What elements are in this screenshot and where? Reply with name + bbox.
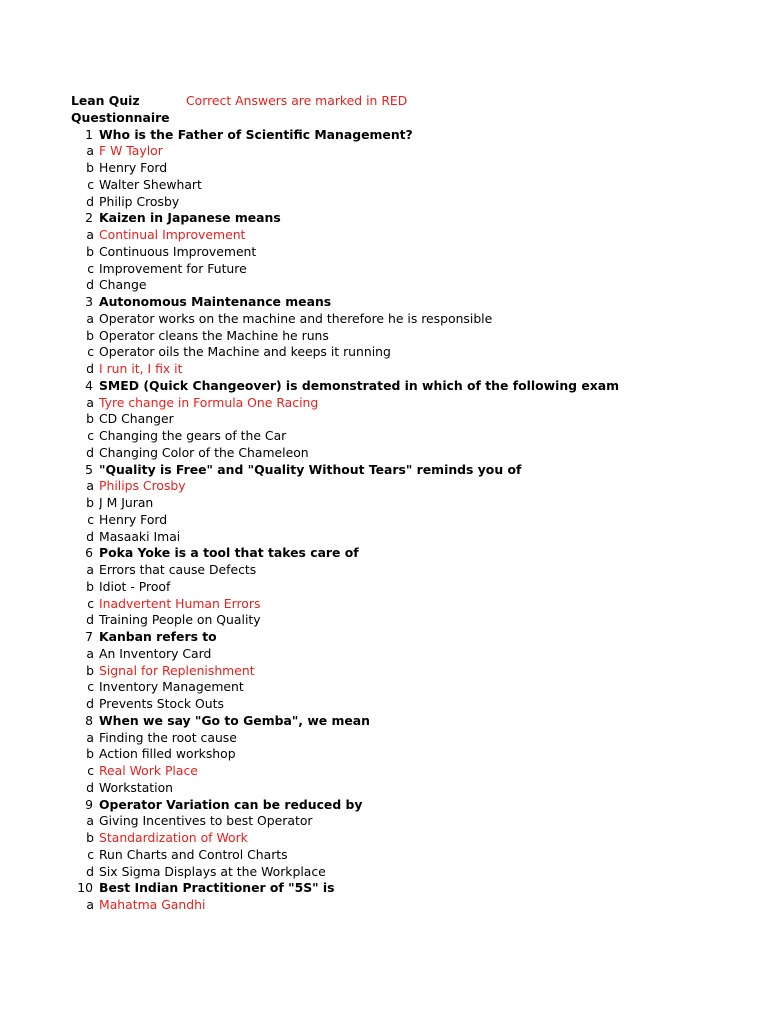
option-letter: d bbox=[86, 277, 94, 293]
option-text: Six Sigma Displays at the Workplace bbox=[99, 863, 326, 879]
question-row bbox=[0, 294, 768, 311]
option-letter: a bbox=[86, 645, 94, 661]
question-row bbox=[0, 462, 768, 479]
option-row bbox=[0, 328, 768, 345]
option-text: Operator oils the Machine and keeps it running bbox=[99, 344, 391, 360]
question-row bbox=[0, 127, 768, 144]
option-letter: b bbox=[86, 160, 94, 175]
option-text: Operator cleans the Machine he runs bbox=[99, 327, 329, 343]
question-text: Best Indian Practitioner of "5S" is bbox=[99, 880, 335, 896]
option-row bbox=[0, 746, 768, 763]
option-row bbox=[0, 612, 768, 629]
question-number: 10 bbox=[77, 880, 93, 896]
option-row bbox=[0, 227, 768, 244]
option-letter: d bbox=[86, 528, 94, 544]
correct-answer-text: Mahatma Gandhi bbox=[99, 897, 206, 912]
question-row bbox=[0, 545, 768, 562]
option-letter: d bbox=[86, 696, 94, 711]
quiz-title: Lean Quiz bbox=[71, 93, 140, 108]
option-row bbox=[0, 361, 768, 378]
option-row bbox=[0, 244, 768, 261]
option-letter: d bbox=[86, 444, 94, 460]
option-letter: b bbox=[86, 327, 94, 343]
quiz-sheet bbox=[0, 93, 768, 914]
option-letter: c bbox=[87, 679, 94, 695]
option-row bbox=[0, 897, 768, 914]
option-text: Improvement for Future bbox=[99, 260, 247, 276]
question-row bbox=[0, 797, 768, 814]
option-letter: a bbox=[86, 227, 94, 242]
option-letter: b bbox=[86, 830, 94, 845]
option-text: Change bbox=[99, 277, 147, 293]
correct-answer-text: Continual Improvement bbox=[99, 227, 246, 242]
option-letter: a bbox=[86, 310, 94, 326]
option-row bbox=[0, 780, 768, 797]
option-row bbox=[0, 277, 768, 294]
option-text: Idiot - Proof bbox=[99, 578, 171, 594]
option-row bbox=[0, 763, 768, 780]
option-row bbox=[0, 830, 768, 847]
question-row bbox=[0, 880, 768, 897]
option-text: Prevents Stock Outs bbox=[99, 696, 224, 711]
question-number: 1 bbox=[85, 126, 93, 142]
option-text: Continuous Improvement bbox=[99, 243, 257, 259]
option-letter: b bbox=[86, 495, 94, 510]
option-row bbox=[0, 679, 768, 696]
option-row bbox=[0, 512, 768, 529]
correct-answer-text: F W Taylor bbox=[99, 143, 163, 159]
option-letter: c bbox=[87, 595, 94, 611]
option-letter: c bbox=[87, 846, 94, 862]
question-number: 2 bbox=[85, 210, 93, 226]
question-text: SMED (Quick Changeover) is demonstrated in which of the following exam bbox=[99, 377, 619, 393]
option-row bbox=[0, 261, 768, 278]
option-letter: c bbox=[87, 763, 94, 778]
option-row bbox=[0, 177, 768, 194]
question-number: 5 bbox=[85, 461, 93, 477]
option-row bbox=[0, 562, 768, 579]
option-row bbox=[0, 696, 768, 713]
option-text: Training People on Quality bbox=[99, 612, 261, 628]
question-row bbox=[0, 713, 768, 730]
option-text: Changing Color of the Chameleon bbox=[99, 444, 309, 460]
option-row bbox=[0, 344, 768, 361]
question-number: 8 bbox=[85, 712, 93, 728]
option-text: CD Changer bbox=[99, 411, 174, 427]
option-row bbox=[0, 478, 768, 495]
question-number: 6 bbox=[85, 545, 93, 561]
option-letter: a bbox=[86, 897, 94, 912]
option-letter: c bbox=[87, 260, 94, 276]
option-letter: d bbox=[86, 779, 94, 795]
option-row bbox=[0, 411, 768, 428]
option-letter: a bbox=[86, 394, 94, 410]
option-row bbox=[0, 395, 768, 412]
option-letter: d bbox=[86, 193, 94, 209]
option-text: Giving Incentives to best Operator bbox=[99, 813, 313, 829]
option-letter: b bbox=[86, 411, 94, 427]
option-letter: d bbox=[86, 612, 94, 628]
option-text: Inventory Management bbox=[99, 679, 244, 695]
question-number: 7 bbox=[85, 629, 93, 644]
option-letter: c bbox=[87, 428, 94, 443]
question-text: When we say "Go to Gemba", we mean bbox=[99, 712, 370, 728]
option-row bbox=[0, 730, 768, 747]
option-letter: b bbox=[86, 746, 94, 762]
question-text: "Quality is Free" and "Quality Without Tears" reminds you of bbox=[99, 461, 522, 477]
option-row bbox=[0, 864, 768, 881]
option-row bbox=[0, 143, 768, 160]
correct-answer-text: Signal for Replenishment bbox=[99, 662, 255, 678]
option-letter: a bbox=[86, 478, 94, 494]
option-letter: b bbox=[86, 243, 94, 259]
option-row bbox=[0, 194, 768, 211]
option-row bbox=[0, 495, 768, 512]
question-number: 4 bbox=[85, 377, 93, 393]
option-row bbox=[0, 311, 768, 328]
correct-answer-text: Standardization of Work bbox=[99, 830, 248, 845]
subtitle-row bbox=[0, 110, 768, 127]
question-list bbox=[0, 127, 768, 914]
question-text: Kaizen in Japanese means bbox=[99, 210, 281, 226]
option-text: Masaaki Imai bbox=[99, 528, 181, 544]
question-text: Autonomous Maintenance means bbox=[99, 294, 332, 309]
header-row bbox=[0, 93, 768, 110]
option-letter: b bbox=[86, 578, 94, 594]
correct-answer-text: Real Work Place bbox=[99, 763, 198, 778]
option-row bbox=[0, 579, 768, 596]
question-text: Operator Variation can be reduced by bbox=[99, 796, 363, 812]
option-text: Finding the root cause bbox=[99, 729, 237, 745]
option-text: An Inventory Card bbox=[99, 645, 212, 661]
option-row bbox=[0, 428, 768, 445]
question-row bbox=[0, 210, 768, 227]
correct-answer-text: Tyre change in Formula One Racing bbox=[99, 394, 319, 410]
option-letter: a bbox=[86, 813, 94, 829]
option-row bbox=[0, 529, 768, 546]
option-row bbox=[0, 596, 768, 613]
correct-answer-text: I run it, I fix it bbox=[99, 361, 183, 376]
option-text: Operator works on the machine and therefore he is responsible bbox=[99, 310, 493, 326]
option-letter: a bbox=[86, 729, 94, 745]
option-letter: c bbox=[87, 511, 94, 527]
option-row bbox=[0, 646, 768, 663]
option-text: Changing the gears of the Car bbox=[99, 428, 287, 443]
question-number: 9 bbox=[85, 796, 93, 812]
option-row bbox=[0, 813, 768, 830]
option-letter: d bbox=[86, 361, 94, 376]
correct-answer-text: Philips Crosby bbox=[99, 478, 186, 494]
option-text: Workstation bbox=[99, 779, 174, 795]
question-row bbox=[0, 629, 768, 646]
option-letter: a bbox=[86, 143, 94, 159]
question-text: Kanban refers to bbox=[99, 629, 217, 644]
option-text: Henry Ford bbox=[99, 511, 168, 527]
option-row bbox=[0, 445, 768, 462]
question-number: 3 bbox=[85, 294, 93, 309]
option-text: Walter Shewhart bbox=[99, 176, 202, 192]
question-row bbox=[0, 378, 768, 395]
option-letter: d bbox=[86, 863, 94, 879]
option-row bbox=[0, 847, 768, 864]
quiz-subtitle: Questionnaire bbox=[71, 109, 170, 125]
option-text: Henry Ford bbox=[99, 160, 168, 175]
option-text: Run Charts and Control Charts bbox=[99, 846, 288, 862]
question-text: Who is the Father of Scientific Management? bbox=[99, 126, 413, 142]
option-text: J M Juran bbox=[99, 495, 154, 510]
option-letter: b bbox=[86, 662, 94, 678]
question-text: Poka Yoke is a tool that takes care of bbox=[99, 545, 359, 561]
correct-answer-text: Inadvertent Human Errors bbox=[99, 595, 261, 611]
option-text: Action filled workshop bbox=[99, 746, 236, 762]
option-row bbox=[0, 663, 768, 680]
answer-key-note: Correct Answers are marked in RED bbox=[186, 93, 408, 108]
option-letter: c bbox=[87, 344, 94, 360]
option-letter: c bbox=[87, 176, 94, 192]
option-letter: a bbox=[86, 562, 94, 577]
option-text: Philip Crosby bbox=[99, 193, 180, 209]
option-row bbox=[0, 160, 768, 177]
option-text: Errors that cause Defects bbox=[99, 562, 257, 577]
